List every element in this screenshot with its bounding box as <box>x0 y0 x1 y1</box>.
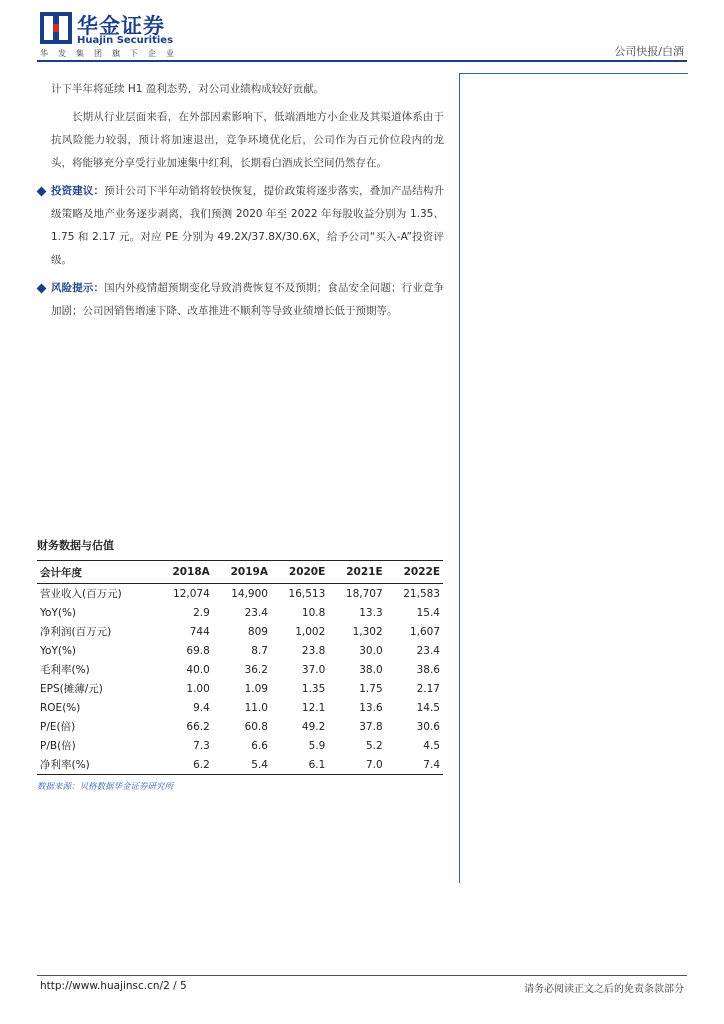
report-body <box>51 78 444 328</box>
value-cell: 23.4 <box>416 644 440 657</box>
value-cell: 21,583 <box>403 587 440 600</box>
value-cell: 38.6 <box>416 663 440 676</box>
row-label-cell: ROE(%) <box>40 701 81 714</box>
value-cell: 15.4 <box>416 606 440 619</box>
table-header-row <box>37 561 443 584</box>
value-cell: 2.17 <box>416 682 440 695</box>
row-label-cell: 净利润(百万元) <box>40 626 112 638</box>
risk-warning-lead: 风险提示： <box>51 282 105 294</box>
table-row <box>37 584 443 604</box>
value-cell: 36.2 <box>244 663 268 676</box>
logo-chinese-name: 华金证券 <box>77 14 165 38</box>
value-cell: 60.8 <box>244 720 268 733</box>
row-label-cell: P/E(倍) <box>40 721 76 733</box>
value-cell: 5.2 <box>365 739 383 752</box>
risk-warning-text: 国内外疫情超预期变化导致消费恢复不及预期；食品安全问题；行业竞争加剧；公司因销售增速下降、改革推进不顺利等导致业绩增长低于预期等。 <box>51 282 444 317</box>
table-row <box>37 698 443 717</box>
header-cell: 2022E <box>386 561 443 584</box>
table-row <box>37 679 443 698</box>
value-cell: 14,900 <box>231 587 268 600</box>
value-cell: 1,002 <box>295 625 326 638</box>
value-cell: 30.6 <box>416 720 440 733</box>
row-label-cell: EPS(摊薄/元) <box>40 683 103 695</box>
value-cell: 9.4 <box>193 701 210 714</box>
header-cell: 会计年度 <box>37 561 155 584</box>
investment-advice <box>51 180 444 272</box>
paragraph-2: 长期从行业层面来看，在外部因素影响下，低端酒地方小企业及其渠道体系由于抗风险能力较弱，预计将加速退出，竞争环境优化后，公司作为百元价位段内的龙头，将能够充分享受行业加速集中红利，长期看白酒成长空间仍然存在。 <box>51 111 444 169</box>
value-cell: 1.00 <box>186 682 210 695</box>
risk-warning <box>51 277 444 323</box>
value-cell: 6.6 <box>251 739 268 752</box>
value-cell: 6.1 <box>271 755 328 775</box>
huajin-logo-icon <box>40 12 72 44</box>
value-cell: 4.5 <box>423 739 440 752</box>
data-source: 数据来源：贝格数据华金证券研究所 <box>37 782 174 792</box>
footer-disclaimer: 请务必阅读正文之后的免责条款部分 <box>524 984 684 995</box>
footer-url-page[interactable]: http://www.huajinsc.cn/2 / 5 <box>40 980 187 992</box>
value-cell: 1.09 <box>244 682 268 695</box>
value-cell: 12.1 <box>301 701 326 714</box>
investment-advice-lead: 投资建议： <box>51 185 105 197</box>
value-cell: 1.75 <box>359 682 383 695</box>
footer-divider <box>37 975 687 976</box>
value-cell: 16,513 <box>288 587 326 600</box>
table-row <box>37 755 443 775</box>
table-row <box>37 641 443 660</box>
row-label-cell: YoY(%) <box>40 606 77 619</box>
table-row <box>37 603 443 622</box>
value-cell: 744 <box>189 625 210 638</box>
value-cell: 1,607 <box>409 625 440 638</box>
value-cell: 30.0 <box>359 644 383 657</box>
value-cell: 69.8 <box>186 644 210 657</box>
header-cell: 2019A <box>213 561 271 584</box>
value-cell: 2.9 <box>193 606 210 619</box>
financial-table <box>37 560 443 775</box>
table-title: 财务数据与估值 <box>37 539 114 552</box>
table-row <box>37 717 443 736</box>
value-cell: 23.4 <box>244 606 268 619</box>
row-label-cell: P/B(倍) <box>40 740 76 752</box>
header-divider <box>37 60 687 62</box>
header-cell: 2020E <box>271 561 328 584</box>
value-cell: 13.3 <box>359 606 383 619</box>
table-row <box>37 736 443 755</box>
table-row <box>37 622 443 641</box>
value-cell: 7.0 <box>328 755 385 775</box>
row-label-cell: YoY(%) <box>40 644 77 657</box>
row-label-cell: 毛利率(%) <box>40 664 90 676</box>
value-cell: 18,707 <box>345 587 383 600</box>
value-cell: 10.8 <box>301 606 326 619</box>
value-cell: 66.2 <box>186 720 210 733</box>
value-cell: 40.0 <box>186 663 210 676</box>
logo-subtitle: 华发集团旗下企业 <box>40 49 184 58</box>
value-cell: 5.9 <box>308 739 326 752</box>
value-cell: 49.2 <box>301 720 326 733</box>
value-cell: 14.5 <box>416 701 440 714</box>
value-cell: 37.0 <box>301 663 326 676</box>
value-cell: 1.35 <box>301 682 326 695</box>
row-label-cell: 净利率(%) <box>37 755 155 775</box>
value-cell: 7.4 <box>386 755 443 775</box>
value-cell: 11.0 <box>244 701 268 714</box>
value-cell: 809 <box>247 625 268 638</box>
value-cell: 6.2 <box>155 755 213 775</box>
value-cell: 37.8 <box>359 720 383 733</box>
investment-advice-text: 预计公司下半年动销将较快恢复，提价政策将逐步落实，叠加产品结构升级策略及地产业务逐步剥离，我们预测 2020 年至 2022 年每股收益分别为 1.35、1.75 和 2.17 元。对应 PE 分别为 49.2X/37.8X/30.6X，给予公司“买入-A”投资评级。 <box>51 185 444 266</box>
bullet-diamond-icon <box>37 187 47 197</box>
bullet-diamond-icon <box>37 284 47 294</box>
value-cell: 38.0 <box>359 663 383 676</box>
row-label-cell: 营业收入(百万元) <box>40 588 122 600</box>
value-cell: 5.4 <box>213 755 271 775</box>
value-cell: 12,074 <box>173 587 210 600</box>
sidebar-left-border <box>459 73 460 883</box>
value-cell: 1,302 <box>352 625 383 638</box>
table-row <box>37 660 443 679</box>
value-cell: 23.8 <box>301 644 326 657</box>
company-logo <box>40 10 184 58</box>
value-cell: 8.7 <box>251 644 268 657</box>
header-cell: 2018A <box>155 561 213 584</box>
report-category: 公司快报/白酒 <box>614 45 684 58</box>
sidebar-top-border <box>459 73 688 74</box>
paragraph-1: 计下半年将延续 H1 盈利态势，对公司业绩构成较好贡献。 <box>51 83 325 95</box>
logo-english-name: Huajin Securities <box>77 35 174 46</box>
value-cell: 7.3 <box>193 739 210 752</box>
header-cell: 2021E <box>328 561 385 584</box>
value-cell: 13.6 <box>359 701 383 714</box>
